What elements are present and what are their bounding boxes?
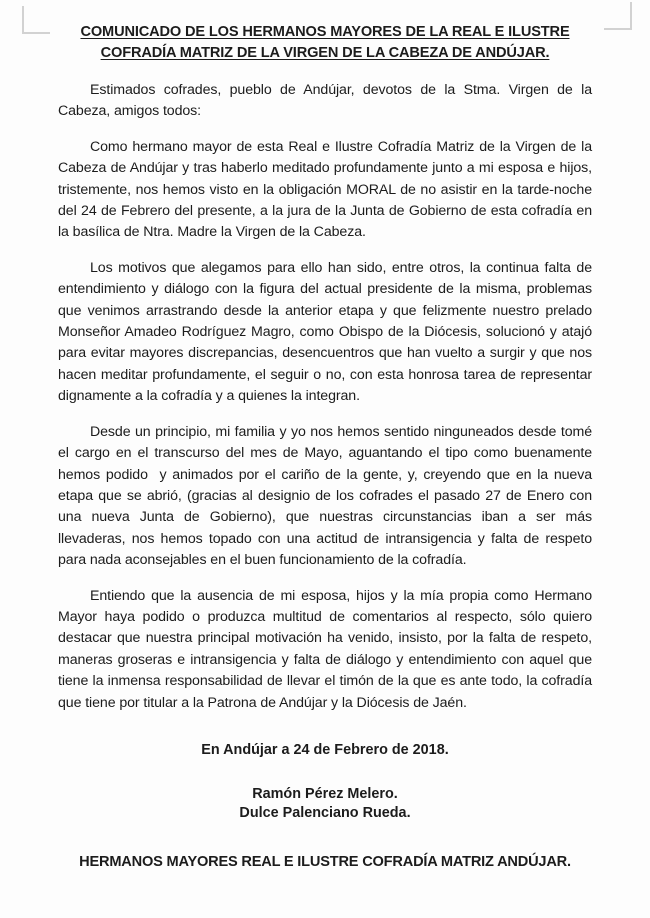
signer-name-2: Dulce Palenciano Rueda. — [239, 805, 411, 822]
page-content — [58, 0, 596, 918]
paragraph-salutation: Estimados cofrades, pueblo de Andújar, devotos de la Stma. Virgen de la Cabeza, amigos todos: — [58, 82, 596, 120]
document-title — [58, 0, 592, 64]
paragraph-background: Desde un principio, mi familia y yo nos hemos sentido ninguneados desde tomé el cargo en el transcurso del mes de Mayo, aguantando el tipo como buenamente hemos podido y animados por el cariño de la gente, y, creyendo que en la nueva etapa que se abrió, (gracias al designio de los cofrades el pasado 27 de Enero con una nueva Junta de Gobierno), que nuestras circunstancias iban a ser más llevaderas, nos hemos topado con una actitud de intransigencia y falta de respeto para nada aconsejables en el buen funcionamiento de la cofradía. — [58, 423, 596, 569]
place-and-date: En Andújar a 24 de Febrero de 2018. — [201, 741, 449, 758]
document-title-line-1: COMUNICADO DE LOS HERMANOS MAYORES DE LA REAL E ILUSTRE — [80, 24, 570, 40]
document-title-line-2: COFRADÍA MATRIZ DE LA VIRGEN DE LA CABEZA DE ANDÚJAR. — [100, 45, 550, 61]
closing-line: HERMANOS MAYORES REAL E ILUSTRE COFRADÍA MATRIZ ANDÚJAR. — [79, 853, 571, 870]
corner-registration-mark-top-right — [604, 2, 632, 30]
corner-registration-mark-top-left — [22, 6, 50, 34]
paragraph-decision: Como hermano mayor de esta Real e Ilustre Cofradía Matriz de la Virgen de la Cabeza de Andújar y tras haberlo meditado profundamente junto a mi esposa e hijos, tristemente, nos hemos visto en la obligación MORAL de no asistir en la tarde-noche del 24 de Febrero del presente, a la jura de la Junta de Gobierno de esta cofradía en la basílica de Ntra. Madre la Virgen de la Cabeza. — [58, 138, 596, 241]
signer-name-1: Ramón Pérez Melero. — [252, 785, 398, 802]
signature-block — [58, 714, 592, 824]
document-body — [58, 64, 596, 714]
paragraph-reasons: Los motivos que alegamos para ello han sido, entre otros, la continua falta de entendimiento y diálogo con la figura del actual presidente de la misma, problemas que venimos arrastrando desde la anterior etapa y que felizmente nuestro prelado Monseñor Amadeo Rodríguez Magro, como Obispo de la Diócesis, solucionó y atajó para evitar mayores discrepancias, desencuentros que han vuelto a surgir y que nos hacen meditar profundamente, el seguir o no, con esta honrosa tarea de representar dignamente a la cofradía y a quienes la integran. — [58, 259, 596, 405]
paragraph-clarification: Entiendo que la ausencia de mi esposa, hijos y la mía propia como Hermano Mayor haya podido o produzca multitud de comentarios al respecto, sólo quiero destacar que nuestra principal motivación ha venido, insisto, por la falta de respeto, maneras groseras e intransigencia y falta de diálogo y entendimiento con aquel que tiene la inmensa responsabilidad de llevar el timón de la que es ante todo, la cofradía que tiene por titular a la Patrona de Andújar y la Diócesis de Jaén. — [58, 587, 596, 711]
